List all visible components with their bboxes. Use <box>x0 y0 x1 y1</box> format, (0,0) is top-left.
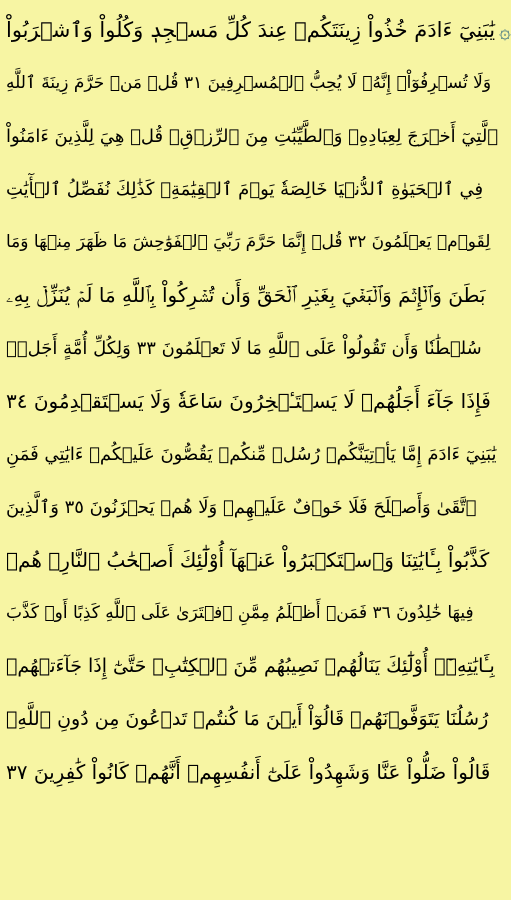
verse-line-10 <box>6 481 504 534</box>
line-text: قَالُواْ ضَلُّواْ عَنَّا وَشَهِدُواْ عَلَىٰٓ أَنفُسِهِمۡ أَنَّهُمۡ كَانُواْ كَٰفِرِينَ ٣٧ <box>6 760 491 784</box>
line-text: ٱلَّتِيٓ أَخۡرَجَ لِعِبَادِهِۦ وَٱلطَّيِّبَٰتِ مِنَ ٱلرِّزۡقِۚ قُلۡ هِيَ لِلَّذِينَ ءَامَنُواْ <box>6 126 499 147</box>
verse-line-14 <box>6 693 504 746</box>
line-text: فَإِذَا جَآءَ أَجَلُهُمۡ لَا يَسۡتَـٔۡخِرُونَ سَاعَةٗ وَلَا يَسۡتَقۡدِمُونَ ٣٤ <box>6 389 491 413</box>
verse-line-11 <box>6 534 504 587</box>
verse-line-8 <box>6 375 504 428</box>
verse-line-4 <box>6 163 504 216</box>
line-text: رُسُلُنَا يَتَوَفَّوۡنَهُمۡ قَالُوٓاْ أَيۡنَ مَا كُنتُمۡ تَدۡعُونَ مِن دُونِ ٱللَّهِۖ <box>6 708 489 730</box>
line-text: سُلۡطَٰنٗا وَأَن تَقُولُواْ عَلَى ٱللَّهِ مَا لَا تَعۡلَمُونَ ٣٣ وَلِكُلِّ أُمَّةٍ أَجَلٞۖ <box>6 338 482 359</box>
line-text: ٱتَّقَىٰ وَأَصۡلَحَ فَلَا خَوۡفٌ عَلَيۡهِمۡ وَلَا هُمۡ يَحۡزَنُونَ ٣٥ وَٱلَّذِينَ <box>6 497 477 518</box>
verse-line-7 <box>6 322 504 375</box>
line-text: بِـَٔايَٰتِهِۦٓۚ أُوْلَٰٓئِكَ يَنَالُهُمۡ نَصِيبُهُم مِّنَ ٱلۡكِتَٰبِۖ حَتَّىٰٓ إِذَا جَآءَتۡهُمۡ <box>6 655 495 677</box>
line-text: لِقَوۡمٖ يَعۡلَمُونَ ٣٢ قُلۡ إِنَّمَا حَرَّمَ رَبِّيَ ٱلۡفَوَٰحِشَ مَا ظَهَرَ مِنۡهَا وَمَا <box>6 232 491 252</box>
line-text: وَلَا تُسۡرِفُوٓاْۚ إِنَّهُۥ لَا يُحِبُّ ٱلۡمُسۡرِفِينَ ٣١ قُلۡ مَنۡ حَرَّمَ زِينَةَ ٱللَّهِ <box>6 73 492 93</box>
line-text: يَٰبَنِيٓ ءَادَمَ خُذُواْ زِينَتَكُمۡ عِندَ كُلِّ مَسۡجِدٖ وَكُلُواْ وَٱشۡرَبُواْ <box>6 18 496 42</box>
verse-line-15 <box>6 746 504 799</box>
verse-line-12 <box>6 587 504 640</box>
verse-line-6 <box>6 269 504 322</box>
line-text: يَٰبَنِيٓ ءَادَمَ إِمَّا يَأۡتِيَنَّكُمۡ رُسُلٞ مِّنكُمۡ يَقُصُّونَ عَلَيۡكُمۡ ءَايَٰتِي فَمَنِ <box>6 444 497 465</box>
hizb-marker-icon: ۞ <box>499 18 511 43</box>
verse-line-13 <box>6 640 504 693</box>
line-text: بَطَنَ وَٱلۡإِثۡمَ وَٱلۡبَغۡيَ بِغَيۡرِ ٱلۡحَقِّ وَأَن تُشۡرِكُواْ بِٱللَّهِ مَا لَمۡ يُنَزِّلۡ بِهِۦ <box>6 283 486 307</box>
verse-line-5 <box>6 216 504 269</box>
line-text: فِيهَا خَٰلِدُونَ ٣٦ فَمَنۡ أَظۡلَمُ مِمَّنِ ٱفۡتَرَىٰ عَلَى ٱللَّهِ كَذِبًا أَوۡ كَذَّبَ <box>6 603 474 623</box>
verse-line-3 <box>6 110 504 163</box>
line-text: فِي ٱلۡحَيَوٰةِ ٱلدُّنۡيَا خَالِصَةٗ يَوۡمَ ٱلۡقِيَٰمَةِۗ كَذَٰلِكَ نُفَصِّلُ ٱلۡأٓيَٰتِ <box>6 179 484 200</box>
verse-line-9 <box>6 428 504 481</box>
verse-line-1 <box>6 4 511 57</box>
verse-line-2 <box>6 57 504 110</box>
line-text: كَذَّبُواْ بِـَٔايَٰتِنَا وَٱسۡتَكۡبَرُواْ عَنۡهَآ أُوْلَٰٓئِكَ أَصۡحَٰبُ ٱلنَّارِۖ هُمۡ <box>6 548 490 572</box>
